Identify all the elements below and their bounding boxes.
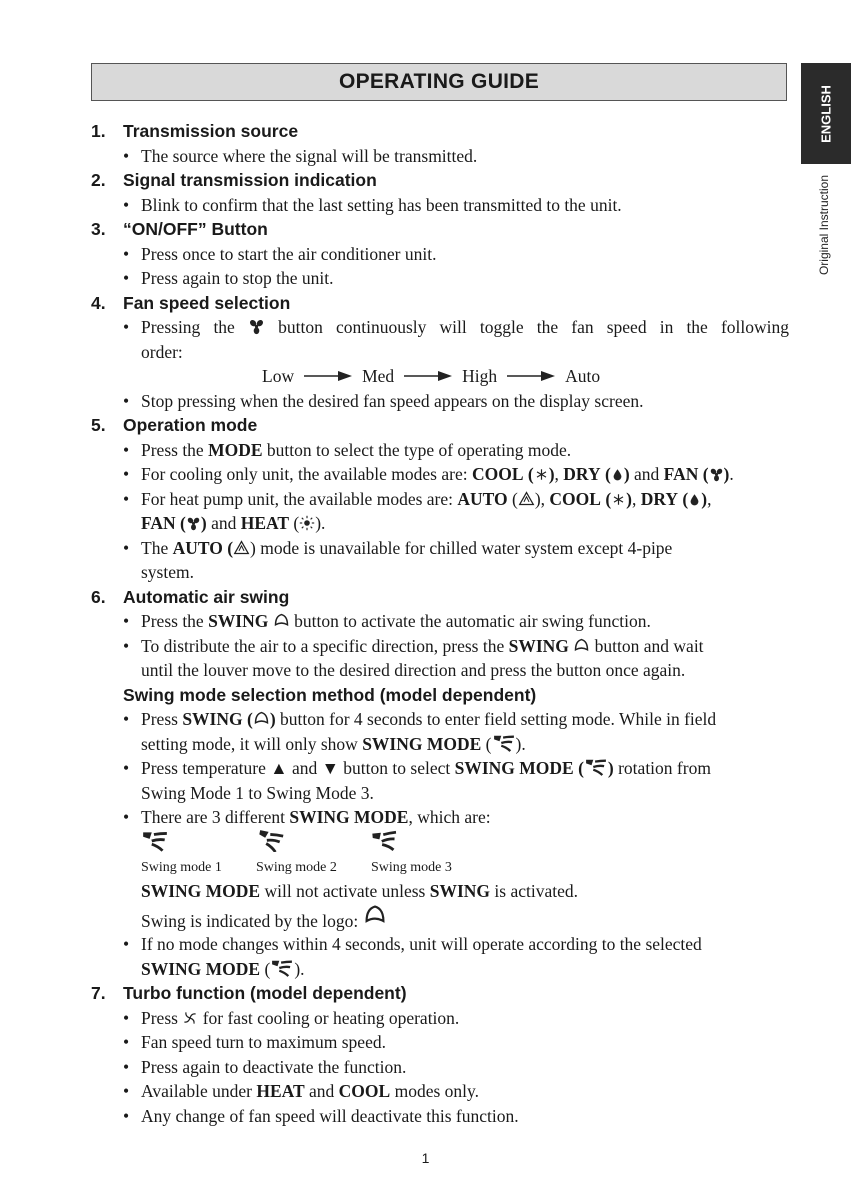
bullet: • Press temperature ▲ and ▼ button to select SWING MODE ( ) rotation from Swing Mode 1 to Swing Mode 3. bbox=[91, 756, 789, 805]
section-heading: 3. “ON/OFF” Button bbox=[91, 219, 268, 239]
section-heading: 6. Automatic air swing bbox=[91, 586, 290, 607]
language-tab bbox=[801, 63, 851, 164]
swing-mode-2-icon bbox=[256, 830, 284, 852]
note: SWING MODE will not activate unless SWING is activated. bbox=[141, 880, 578, 901]
arrow-right-icon bbox=[304, 371, 352, 381]
auto-icon bbox=[233, 539, 250, 556]
swing-mode-3-label: Swing mode 3 bbox=[371, 859, 452, 875]
fan-icon bbox=[709, 467, 724, 482]
louver-icon bbox=[492, 734, 516, 752]
swing-mode-labels bbox=[91, 857, 789, 879]
bullet: • If no mode changes within 4 seconds, unit will operate according to the selected SWING MODE ( ). bbox=[91, 932, 789, 981]
bullet: • Press the MODE button to select the type of operating mode. bbox=[91, 438, 789, 463]
section-heading: 7. Turbo function (model dependent) bbox=[91, 983, 407, 1003]
swing-icon bbox=[573, 637, 590, 654]
fan-icon bbox=[186, 516, 201, 531]
louver-icon bbox=[584, 758, 608, 776]
bullet: • Press once to start the air conditioner unit. bbox=[91, 242, 789, 267]
sun-icon bbox=[299, 515, 315, 531]
bullet: • Fan speed turn to maximum speed. bbox=[91, 1030, 789, 1055]
arrow-right-icon bbox=[507, 371, 555, 381]
drop-icon bbox=[688, 492, 701, 507]
snowflake-icon bbox=[534, 467, 549, 482]
swing-mode-1-label: Swing mode 1 bbox=[141, 859, 222, 875]
bullet: • Press the SWING button to activate the automatic air swing function. bbox=[91, 609, 789, 634]
turbo-icon bbox=[182, 1010, 198, 1026]
speed-low: Low bbox=[262, 365, 295, 386]
louver-icon bbox=[270, 959, 294, 977]
speed-med: Med bbox=[362, 365, 395, 386]
swing-mode-2-label: Swing mode 2 bbox=[256, 859, 337, 875]
content bbox=[91, 119, 789, 1128]
auto-icon bbox=[518, 490, 535, 507]
bullet: • Stop pressing when the desired fan speed appears on the display screen. bbox=[91, 389, 789, 414]
bullet: • Blink to confirm that the last setting has been transmitted to the unit. bbox=[91, 193, 789, 218]
speed-high: High bbox=[462, 365, 498, 386]
note: Swing is indicated by the logo: bbox=[91, 903, 789, 932]
swing-icon bbox=[253, 710, 270, 727]
bullet: • Any change of fan speed will deactivate this function. bbox=[91, 1104, 789, 1129]
fan-icon bbox=[248, 318, 265, 335]
language-label: ENGLISH bbox=[818, 84, 834, 143]
page-number: 1 bbox=[421, 1150, 430, 1166]
swing-icon bbox=[273, 612, 290, 629]
bullet: • To distribute the air to a specific direction, press the SWING button and wait until the louver move to the desired direction and press the button once again. bbox=[91, 634, 789, 683]
bullet: • Press again to deactivate the function. bbox=[91, 1055, 789, 1080]
speed-auto: Auto bbox=[565, 365, 601, 386]
bullet: • Pressing the button continuously will toggle the fan speed in the following bbox=[91, 315, 789, 340]
bullet: • Press SWING ( ) button for 4 seconds to enter field setting mode. While in field setting mode, it will only show SWING MODE ( ). bbox=[91, 707, 789, 756]
section-heading: 1. Transmission source bbox=[91, 121, 299, 141]
subsection-heading: Swing mode selection method (model dependent) bbox=[123, 684, 537, 705]
arrow-right-icon bbox=[404, 371, 452, 381]
bullet: • There are 3 different SWING MODE, which are: bbox=[91, 805, 789, 830]
bullet: • Available under HEAT and COOL modes only. bbox=[91, 1079, 789, 1104]
snowflake-icon bbox=[611, 492, 626, 507]
swing-mode-3-icon bbox=[371, 830, 399, 852]
swing-mode-1-icon bbox=[141, 830, 169, 852]
fan-speed-sequence bbox=[91, 364, 789, 389]
section-heading: 4. Fan speed selection bbox=[91, 292, 291, 313]
bullet: • For heat pump unit, the available modes are: AUTO ( ), COOL ( ), DRY ( ), FAN ( ) and HEAT ( ). bbox=[91, 487, 789, 536]
section-heading: 2. Signal transmission indication bbox=[91, 170, 377, 190]
side-note-text: Original Instruction bbox=[817, 174, 831, 276]
drop-icon bbox=[611, 467, 624, 482]
bullet: • Press for fast cooling or heating operation. bbox=[91, 1006, 789, 1031]
bullet: • For cooling only unit, the available modes are: COOL ( ), DRY ( ) and FAN ( ). bbox=[91, 462, 789, 487]
bullet-continuation: order: bbox=[141, 341, 183, 362]
title-bar bbox=[91, 63, 787, 101]
swing-icon bbox=[363, 903, 387, 927]
bullet: • Press again to stop the unit. bbox=[91, 266, 789, 291]
bullet: • The AUTO ( ) mode is unavailable for chilled water system except 4-pipe system. bbox=[91, 536, 789, 585]
section-heading: 5. Operation mode bbox=[91, 415, 258, 435]
side-note bbox=[814, 170, 834, 280]
page-title: OPERATING GUIDE bbox=[338, 70, 540, 93]
swing-mode-icons bbox=[91, 830, 789, 857]
bullet: • The source where the signal will be transmitted. bbox=[91, 144, 789, 169]
